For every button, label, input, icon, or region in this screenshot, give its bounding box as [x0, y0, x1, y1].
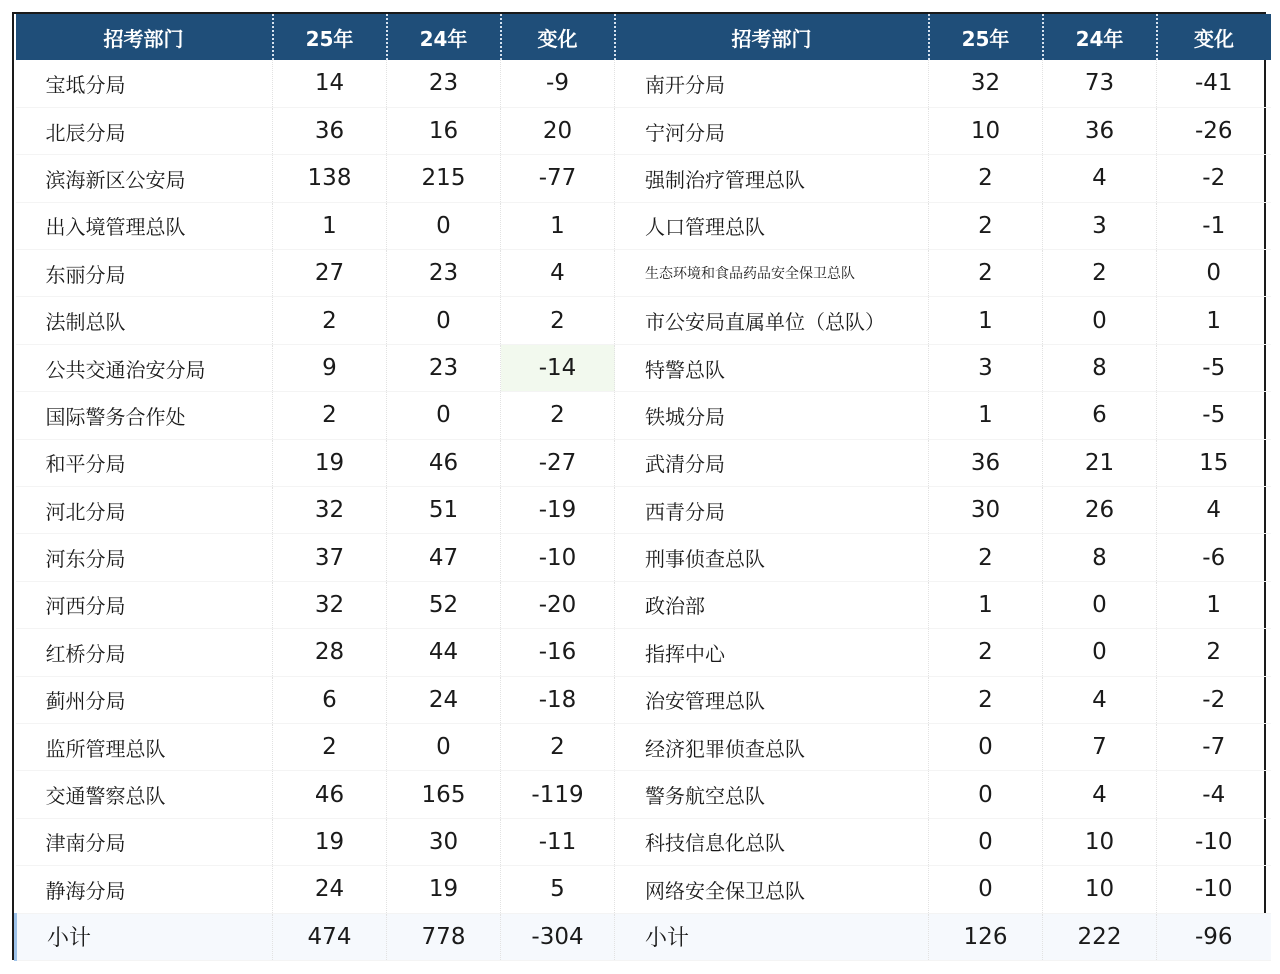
count-2024: 21 [1043, 439, 1157, 486]
department-name: 河东分局 [16, 534, 273, 581]
header-2025-left: 25年 [273, 14, 387, 60]
department-name: 蓟州分局 [16, 676, 273, 723]
count-2025: 138 [273, 155, 387, 202]
count-2024: 52 [387, 581, 501, 628]
department-name: 津南分局 [16, 818, 273, 865]
count-2025: 32 [273, 487, 387, 534]
count-2025: 0 [929, 723, 1043, 770]
subtotal-count-2025: 474 [273, 913, 387, 960]
department-name: 铁城分局 [615, 392, 929, 439]
count-2024: 73 [1043, 60, 1157, 107]
department-name: 宁河分局 [615, 107, 929, 154]
department-name: 政治部 [615, 581, 929, 628]
department-name: 人口管理总队 [615, 202, 929, 249]
count-2025: 36 [273, 107, 387, 154]
count-2025: 1 [929, 392, 1043, 439]
count-2025: 2 [929, 629, 1043, 676]
count-2024: 10 [1043, 866, 1157, 913]
change: -14 [501, 344, 615, 391]
count-2024: 6 [1043, 392, 1157, 439]
count-2025: 1 [929, 297, 1043, 344]
department-name: 河西分局 [16, 581, 273, 628]
table-row [16, 771, 1271, 818]
table-row [16, 250, 1271, 297]
count-2024: 47 [387, 534, 501, 581]
header-change-right: 变化 [1157, 14, 1271, 60]
change: -20 [501, 581, 615, 628]
change: -41 [1157, 60, 1271, 107]
change: 2 [501, 723, 615, 770]
table-row [16, 297, 1271, 344]
count-2024: 16 [387, 107, 501, 154]
department-name: 治安管理总队 [615, 676, 929, 723]
change: -77 [501, 155, 615, 202]
department-name: 北辰分局 [16, 107, 273, 154]
department-name: 宝坻分局 [16, 60, 273, 107]
count-2025: 0 [929, 818, 1043, 865]
count-2025: 2 [929, 155, 1043, 202]
count-2024: 0 [1043, 581, 1157, 628]
department-name: 出入境管理总队 [16, 202, 273, 249]
change: 4 [501, 250, 615, 297]
change: 2 [1157, 629, 1271, 676]
count-2024: 8 [1043, 344, 1157, 391]
change: 1 [1157, 581, 1271, 628]
header-department-right: 招考部门 [615, 14, 929, 60]
change: 1 [1157, 297, 1271, 344]
department-name: 科技信息化总队 [615, 818, 929, 865]
department-name: 公共交通治安分局 [16, 344, 273, 391]
count-2025: 2 [273, 392, 387, 439]
count-2025: 10 [929, 107, 1043, 154]
department-name: 监所管理总队 [16, 723, 273, 770]
count-2024: 0 [1043, 629, 1157, 676]
department-name: 特警总队 [615, 344, 929, 391]
count-2025: 2 [273, 723, 387, 770]
count-2025: 6 [273, 676, 387, 723]
count-2024: 165 [387, 771, 501, 818]
count-2025: 32 [929, 60, 1043, 107]
table-row [16, 818, 1271, 865]
change: -10 [1157, 818, 1271, 865]
count-2025: 24 [273, 866, 387, 913]
subtotal-department-name: 小计 [615, 913, 929, 960]
table-row [16, 155, 1271, 202]
count-2024: 51 [387, 487, 501, 534]
change: -27 [501, 439, 615, 486]
table-row [16, 723, 1271, 770]
change: 2 [501, 392, 615, 439]
table-row [16, 866, 1271, 913]
count-2025: 36 [929, 439, 1043, 486]
count-2024: 23 [387, 344, 501, 391]
count-2024: 0 [387, 297, 501, 344]
count-2025: 14 [273, 60, 387, 107]
table-row [16, 202, 1271, 249]
count-2025: 30 [929, 487, 1043, 534]
table-row [16, 107, 1271, 154]
header-2024-right: 24年 [1043, 14, 1157, 60]
count-2024: 26 [1043, 487, 1157, 534]
count-2024: 10 [1043, 818, 1157, 865]
count-2024: 23 [387, 60, 501, 107]
count-2024: 4 [1043, 676, 1157, 723]
department-name: 生态环境和食品药品安全保卫总队 [615, 250, 929, 297]
change: -16 [501, 629, 615, 676]
department-name: 南开分局 [615, 60, 929, 107]
change: -26 [1157, 107, 1271, 154]
department-name: 东丽分局 [16, 250, 273, 297]
subtotal-department-name: 小计 [16, 913, 273, 960]
count-2025: 3 [929, 344, 1043, 391]
department-name: 红桥分局 [16, 629, 273, 676]
count-2025: 2 [929, 676, 1043, 723]
department-name: 交通警察总队 [16, 771, 273, 818]
count-2025: 19 [273, 818, 387, 865]
change: -5 [1157, 344, 1271, 391]
change: 15 [1157, 439, 1271, 486]
count-2024: 0 [387, 723, 501, 770]
count-2025: 46 [273, 771, 387, 818]
change: -9 [501, 60, 615, 107]
subtotal-count-2024: 222 [1043, 913, 1157, 960]
change: -4 [1157, 771, 1271, 818]
count-2025: 28 [273, 629, 387, 676]
table-row [16, 676, 1271, 723]
change: -2 [1157, 676, 1271, 723]
change: 5 [501, 866, 615, 913]
department-name: 警务航空总队 [615, 771, 929, 818]
department-name: 法制总队 [16, 297, 273, 344]
count-2025: 0 [929, 866, 1043, 913]
change: 1 [501, 202, 615, 249]
department-name: 国际警务合作处 [16, 392, 273, 439]
count-2024: 46 [387, 439, 501, 486]
department-name: 指挥中心 [615, 629, 929, 676]
count-2025: 0 [929, 771, 1043, 818]
header-department-left: 招考部门 [16, 14, 273, 60]
table-row [16, 392, 1271, 439]
count-2024: 0 [387, 202, 501, 249]
table-row [16, 534, 1271, 581]
count-2025: 19 [273, 439, 387, 486]
subtotal-count-2025: 126 [929, 913, 1043, 960]
change: 2 [501, 297, 615, 344]
change: -6 [1157, 534, 1271, 581]
count-2024: 2 [1043, 250, 1157, 297]
table-body [16, 60, 1271, 960]
count-2024: 24 [387, 676, 501, 723]
recruitment-comparison-table [14, 14, 1271, 961]
header-change-left: 变化 [501, 14, 615, 60]
department-name: 滨海新区公安局 [16, 155, 273, 202]
count-2024: 215 [387, 155, 501, 202]
subtotal-row [16, 913, 1271, 960]
department-name: 强制治疗管理总队 [615, 155, 929, 202]
change: -10 [501, 534, 615, 581]
count-2024: 4 [1043, 155, 1157, 202]
department-name: 静海分局 [16, 866, 273, 913]
change: 20 [501, 107, 615, 154]
table-row [16, 344, 1271, 391]
count-2025: 2 [929, 202, 1043, 249]
department-name: 西青分局 [615, 487, 929, 534]
count-2025: 32 [273, 581, 387, 628]
count-2025: 1 [273, 202, 387, 249]
change: -2 [1157, 155, 1271, 202]
table-row [16, 439, 1271, 486]
count-2025: 2 [929, 534, 1043, 581]
table-row [16, 629, 1271, 676]
change: 0 [1157, 250, 1271, 297]
count-2025: 1 [929, 581, 1043, 628]
recruitment-table-frame [12, 12, 1266, 960]
change: 4 [1157, 487, 1271, 534]
subtotal-change: -304 [501, 913, 615, 960]
change: -5 [1157, 392, 1271, 439]
count-2025: 2 [273, 297, 387, 344]
table-row [16, 60, 1271, 107]
header-2025-right: 25年 [929, 14, 1043, 60]
table-header-row [16, 14, 1271, 60]
count-2024: 0 [387, 392, 501, 439]
department-name: 武清分局 [615, 439, 929, 486]
count-2024: 36 [1043, 107, 1157, 154]
count-2024: 8 [1043, 534, 1157, 581]
count-2024: 19 [387, 866, 501, 913]
change: -19 [501, 487, 615, 534]
department-name: 市公安局直属单位（总队） [615, 297, 929, 344]
department-name: 刑事侦查总队 [615, 534, 929, 581]
count-2024: 0 [1043, 297, 1157, 344]
count-2024: 3 [1043, 202, 1157, 249]
change: -1 [1157, 202, 1271, 249]
change: -119 [501, 771, 615, 818]
count-2025: 27 [273, 250, 387, 297]
header-2024-left: 24年 [387, 14, 501, 60]
change: -11 [501, 818, 615, 865]
count-2025: 37 [273, 534, 387, 581]
count-2024: 4 [1043, 771, 1157, 818]
subtotal-count-2024: 778 [387, 913, 501, 960]
count-2024: 30 [387, 818, 501, 865]
department-name: 和平分局 [16, 439, 273, 486]
department-name: 河北分局 [16, 487, 273, 534]
count-2024: 44 [387, 629, 501, 676]
table-row [16, 487, 1271, 534]
department-name: 经济犯罪侦查总队 [615, 723, 929, 770]
department-name: 网络安全保卫总队 [615, 866, 929, 913]
count-2024: 7 [1043, 723, 1157, 770]
change: -18 [501, 676, 615, 723]
subtotal-change: -96 [1157, 913, 1271, 960]
count-2025: 2 [929, 250, 1043, 297]
count-2024: 23 [387, 250, 501, 297]
table-row [16, 581, 1271, 628]
change: -10 [1157, 866, 1271, 913]
count-2025: 9 [273, 344, 387, 391]
change: -7 [1157, 723, 1271, 770]
